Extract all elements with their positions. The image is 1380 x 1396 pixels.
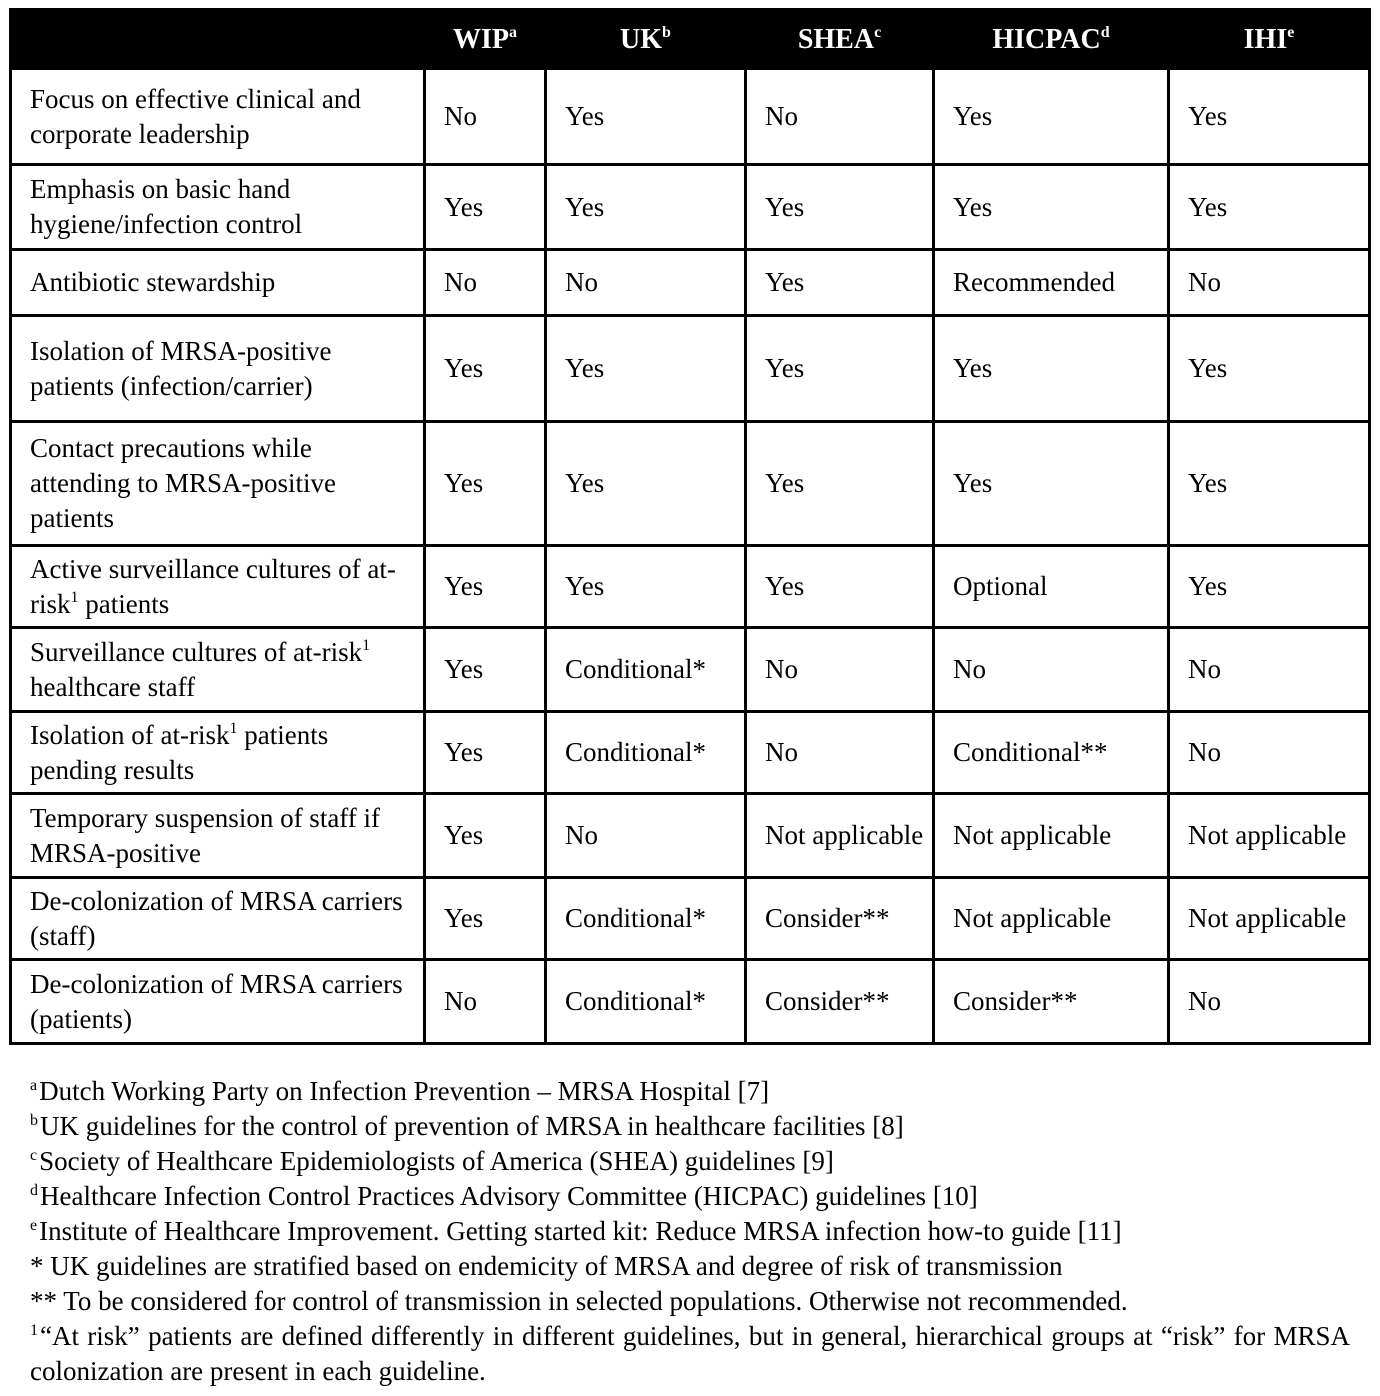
row-feature: De-colonization of MRSA carriers (patients) — [11, 960, 425, 1044]
cell-hicpac: Not applicable — [934, 878, 1169, 960]
row-feature: Contact precautions while attending to MRSA-positive patients — [11, 422, 425, 546]
row-feature — [11, 628, 425, 712]
cell-shea: Yes — [746, 250, 934, 316]
footnote-mark: b — [30, 1112, 38, 1129]
cell-ihi: Yes — [1169, 546, 1370, 628]
cell-uk: Conditional* — [546, 960, 746, 1044]
cell-hicpac: Yes — [934, 165, 1169, 250]
cell-shea: No — [746, 712, 934, 794]
row-feature: Emphasis on basic hand hygiene/infection control — [11, 165, 425, 250]
cell-ihi: No — [1169, 250, 1370, 316]
row-feature: Temporary suspension of staff if MRSA-positive — [11, 794, 425, 878]
cell-wip: Yes — [425, 878, 546, 960]
footnote-mark: e — [30, 1217, 38, 1234]
cell-wip: Yes — [425, 165, 546, 250]
header-label: UK — [620, 23, 663, 55]
footnote-double-asterisk — [30, 1284, 1350, 1319]
cell-shea: No — [746, 69, 934, 165]
footnotes — [30, 1074, 1350, 1389]
header-shea — [746, 10, 934, 69]
footnote-text: “At risk” patients are defined differently in different guidelines, but in general, hierarchical groups at “risk” for MRSA colonization are present in each guideline. — [30, 1321, 1350, 1386]
cell-hicpac: Yes — [934, 69, 1169, 165]
cell-uk: Yes — [546, 422, 746, 546]
header-sup: a — [509, 23, 517, 41]
cell-hicpac: No — [934, 628, 1169, 712]
cell-hicpac: Yes — [934, 422, 1169, 546]
table-body — [11, 69, 1370, 1044]
header-sup: b — [662, 23, 671, 41]
feature-text: Surveillance cultures of at-risk — [30, 636, 363, 667]
cell-wip: Yes — [425, 712, 546, 794]
cell-uk: Conditional* — [546, 712, 746, 794]
row-feature: Isolation of MRSA-positive patients (infection/carrier) — [11, 316, 425, 422]
header-feature-cell — [11, 10, 425, 69]
header-label: IHI — [1243, 23, 1288, 55]
header-wip — [425, 10, 546, 69]
cell-hicpac: Not applicable — [934, 794, 1169, 878]
cell-ihi: Not applicable — [1169, 794, 1370, 878]
cell-wip: No — [425, 250, 546, 316]
header-label: HICPAC — [992, 23, 1101, 55]
footnote-a — [30, 1074, 1350, 1109]
footnote-text: Healthcare Infection Control Practices Advisory Committee (HICPAC) guidelines [10] — [40, 1181, 978, 1211]
footnote-text: Dutch Working Party on Infection Prevention – MRSA Hospital [7] — [39, 1076, 770, 1106]
cell-uk: Yes — [546, 69, 746, 165]
cell-uk: No — [546, 794, 746, 878]
footnote-e — [30, 1214, 1350, 1249]
footnote-ref: 1 — [70, 588, 79, 606]
table-row — [11, 878, 1370, 960]
cell-hicpac: Consider** — [934, 960, 1169, 1044]
footnote-text: ** To be considered for control of transmission in selected populations. Otherwise not recommended. — [30, 1286, 1128, 1316]
footnote-mark: 1 — [30, 1322, 38, 1339]
cell-uk: Conditional* — [546, 878, 746, 960]
footnote-mark: c — [30, 1147, 38, 1164]
table-row — [11, 712, 1370, 794]
footnote-single-asterisk — [30, 1249, 1350, 1284]
table-row — [11, 546, 1370, 628]
cell-shea: Yes — [746, 316, 934, 422]
cell-wip: Yes — [425, 316, 546, 422]
header-sup: e — [1287, 23, 1295, 41]
cell-shea: Yes — [746, 546, 934, 628]
cell-wip: Yes — [425, 794, 546, 878]
cell-hicpac: Conditional** — [934, 712, 1169, 794]
table-header — [11, 10, 1370, 69]
cell-shea: Consider** — [746, 960, 934, 1044]
footnote-text: * UK guidelines are stratified based on endemicity of MRSA and degree of risk of transmission — [30, 1251, 1063, 1281]
header-sup: c — [874, 23, 882, 41]
footnote-ref: 1 — [229, 719, 238, 737]
header-label: SHEA — [797, 23, 875, 55]
footnote-1 — [30, 1319, 1350, 1389]
cell-ihi: No — [1169, 960, 1370, 1044]
table-row — [11, 794, 1370, 878]
header-label: WIP — [453, 23, 509, 55]
cell-wip: Yes — [425, 628, 546, 712]
header-ihi — [1169, 10, 1370, 69]
table-row — [11, 165, 1370, 250]
row-feature: Focus on effective clinical and corporate leadership — [11, 69, 425, 165]
cell-ihi: Yes — [1169, 422, 1370, 546]
footnote-text: Society of Healthcare Epidemiologists of America (SHEA) guidelines [9] — [39, 1146, 834, 1176]
guidelines-comparison-table — [9, 8, 1371, 1045]
cell-wip: Yes — [425, 422, 546, 546]
cell-uk: Yes — [546, 546, 746, 628]
header-row — [11, 10, 1370, 69]
cell-shea: Yes — [746, 165, 934, 250]
cell-wip: Yes — [425, 546, 546, 628]
cell-shea: Yes — [746, 422, 934, 546]
table-row — [11, 316, 1370, 422]
header-hicpac — [934, 10, 1169, 69]
cell-hicpac: Recommended — [934, 250, 1169, 316]
cell-shea: Not applicable — [746, 794, 934, 878]
cell-hicpac: Yes — [934, 316, 1169, 422]
feature-text: patients pending results — [30, 719, 329, 785]
cell-ihi: No — [1169, 712, 1370, 794]
cell-uk: Yes — [546, 316, 746, 422]
cell-shea: Consider** — [746, 878, 934, 960]
cell-wip: No — [425, 69, 546, 165]
header-uk — [546, 10, 746, 69]
cell-uk: Yes — [546, 165, 746, 250]
row-feature — [11, 546, 425, 628]
table-row — [11, 628, 1370, 712]
cell-ihi: Not applicable — [1169, 878, 1370, 960]
footnote-c — [30, 1144, 1350, 1179]
footnote-b — [30, 1109, 1350, 1144]
feature-text: patients — [78, 588, 170, 619]
cell-shea: No — [746, 628, 934, 712]
footnote-text: Institute of Healthcare Improvement. Getting started kit: Reduce MRSA infection how-to guide [11] — [39, 1216, 1122, 1246]
row-feature: De-colonization of MRSA carriers (staff) — [11, 878, 425, 960]
row-feature — [11, 712, 425, 794]
feature-text: Isolation of at-risk — [30, 719, 230, 750]
table-row — [11, 250, 1370, 316]
footnote-text: UK guidelines for the control of prevention of MRSA in healthcare facilities [8] — [40, 1111, 904, 1141]
table-row — [11, 69, 1370, 165]
cell-wip: No — [425, 960, 546, 1044]
table-row — [11, 422, 1370, 546]
footnote-d — [30, 1179, 1350, 1214]
row-feature: Antibiotic stewardship — [11, 250, 425, 316]
header-sup: d — [1100, 23, 1110, 41]
cell-ihi: Yes — [1169, 165, 1370, 250]
feature-text: Active surveillance cultures of at-risk — [30, 553, 396, 619]
feature-text: healthcare staff — [30, 671, 196, 702]
cell-ihi: Yes — [1169, 316, 1370, 422]
footnote-mark: a — [30, 1077, 38, 1094]
footnote-ref: 1 — [362, 636, 371, 654]
cell-uk: No — [546, 250, 746, 316]
cell-ihi: No — [1169, 628, 1370, 712]
table-row — [11, 960, 1370, 1044]
cell-hicpac: Optional — [934, 546, 1169, 628]
footnote-mark: d — [30, 1182, 38, 1199]
cell-ihi: Yes — [1169, 69, 1370, 165]
cell-uk: Conditional* — [546, 628, 746, 712]
